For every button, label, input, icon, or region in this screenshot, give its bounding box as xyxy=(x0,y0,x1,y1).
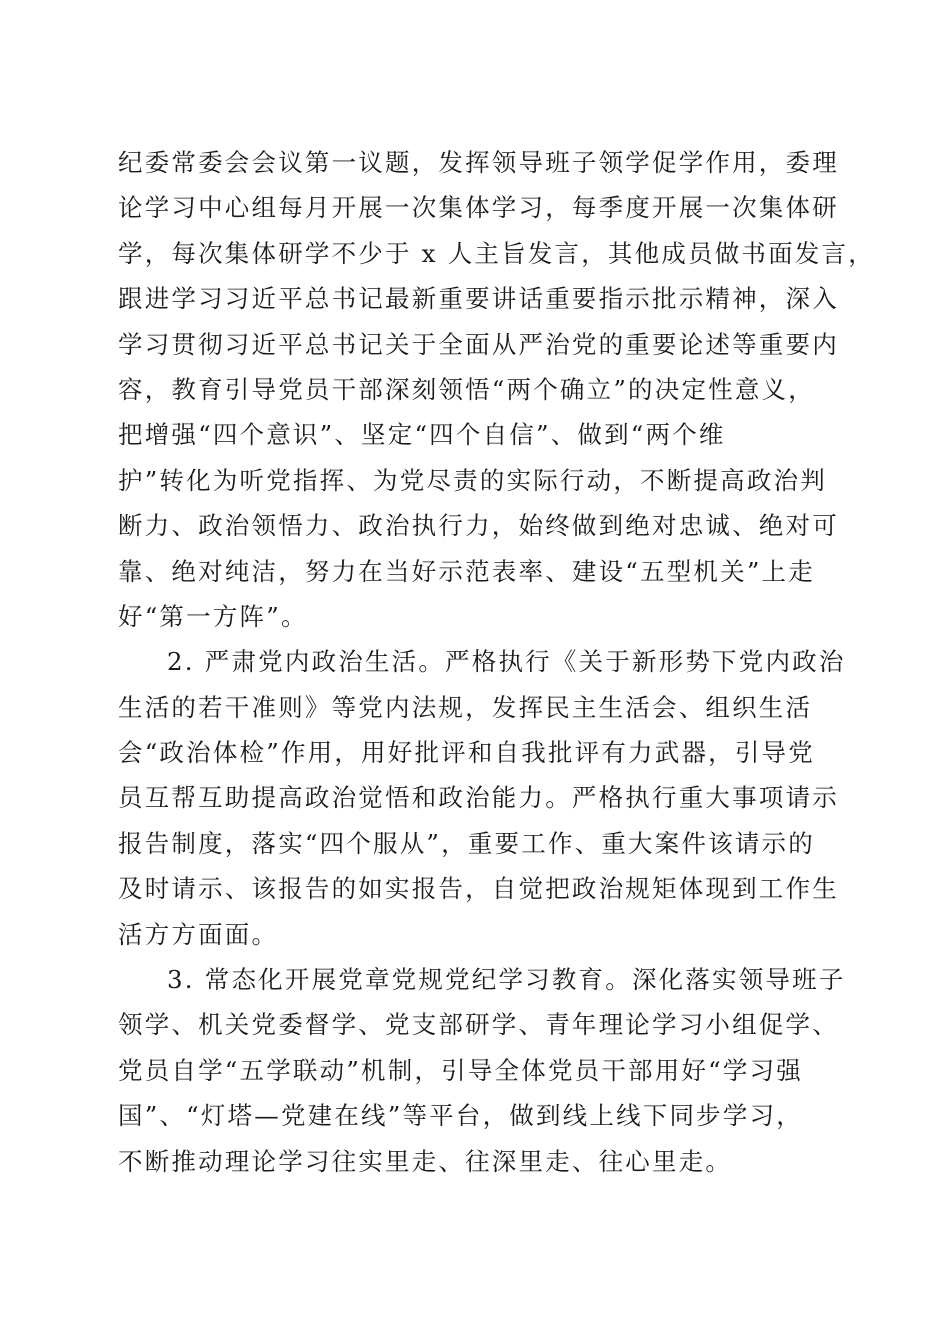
text-line: 及时请示、该报告的如实报告，自觉把政治规矩体现到工作生 xyxy=(118,874,839,904)
text-line: 党员自学“五学联动”机制，引导全体党员干部用好“学习强 xyxy=(118,1055,803,1085)
text-line-indented: 3. 常态化开展党章党规党纪学习教育。深化落实领导班子 xyxy=(167,965,846,995)
text-line: 学，每次集体研学不少于 x 人主旨发言，其他成员做书面发言， xyxy=(118,238,875,268)
text-line: 跟进学习习近平总书记最新重要讲话重要指示批示精神，深入 xyxy=(118,284,839,314)
text-line: 不断推动理论学习往实里走、往深里走、往心里走。 xyxy=(118,1146,733,1176)
text-line: 学习贯彻习近平总书记关于全面从严治党的重要论述等重要内 xyxy=(118,329,839,359)
text-line: 护”转化为听党指挥、为党尽责的实际行动，不断提高政治判 xyxy=(118,465,827,495)
text-line: 容，教育引导党员干部深刻领悟“两个确立”的决定性意义， xyxy=(118,374,815,404)
text-line: 断力、政治领悟力、政治执行力，始终做到绝对忠诚、绝对可 xyxy=(118,511,839,541)
body-text xyxy=(118,140,875,1184)
text-line: 生活的若干准则》等党内法规，发挥民主生活会、组织生活 xyxy=(118,692,813,722)
text-line-indented: 2. 严肃党内政治生活。严格执行《关于新形势下党内政治 xyxy=(167,647,846,677)
text-line: 国”、“灯塔—党建在线”等平台，做到线上线下同步学习， xyxy=(118,1101,803,1131)
text-line: 靠、绝对纯洁，努力在当好示范表率、建设“五型机关”上走 xyxy=(118,556,815,586)
text-line: 把增强“四个意识”、坚定“四个自信”、做到“两个维 xyxy=(118,420,726,450)
text-line: 报告制度，落实“四个服从”，重要工作、重大案件该请示的 xyxy=(118,828,815,858)
text-line: 活方方面面。 xyxy=(118,919,279,949)
paragraph-3 xyxy=(118,957,846,1184)
text-line: 会“政治体检”作用，用好批评和自我批评有力武器，引导党 xyxy=(118,738,815,768)
text-line: 领学、机关党委督学、党支部研学、青年理论学习小组促学、 xyxy=(118,1010,839,1040)
paragraph-1 xyxy=(118,140,875,639)
text-line: 论学习中心组每月开展一次集体学习，每季度开展一次集体研 xyxy=(118,193,839,223)
text-line: 员互帮互助提高政治觉悟和政治能力。严格执行重大事项请示 xyxy=(118,783,839,813)
paragraph-2 xyxy=(118,639,846,957)
text-line: 好“第一方阵”。 xyxy=(118,601,308,631)
text-line: 纪委常委会会议第一议题，发挥领导班子领学促学作用，委理 xyxy=(118,148,839,177)
